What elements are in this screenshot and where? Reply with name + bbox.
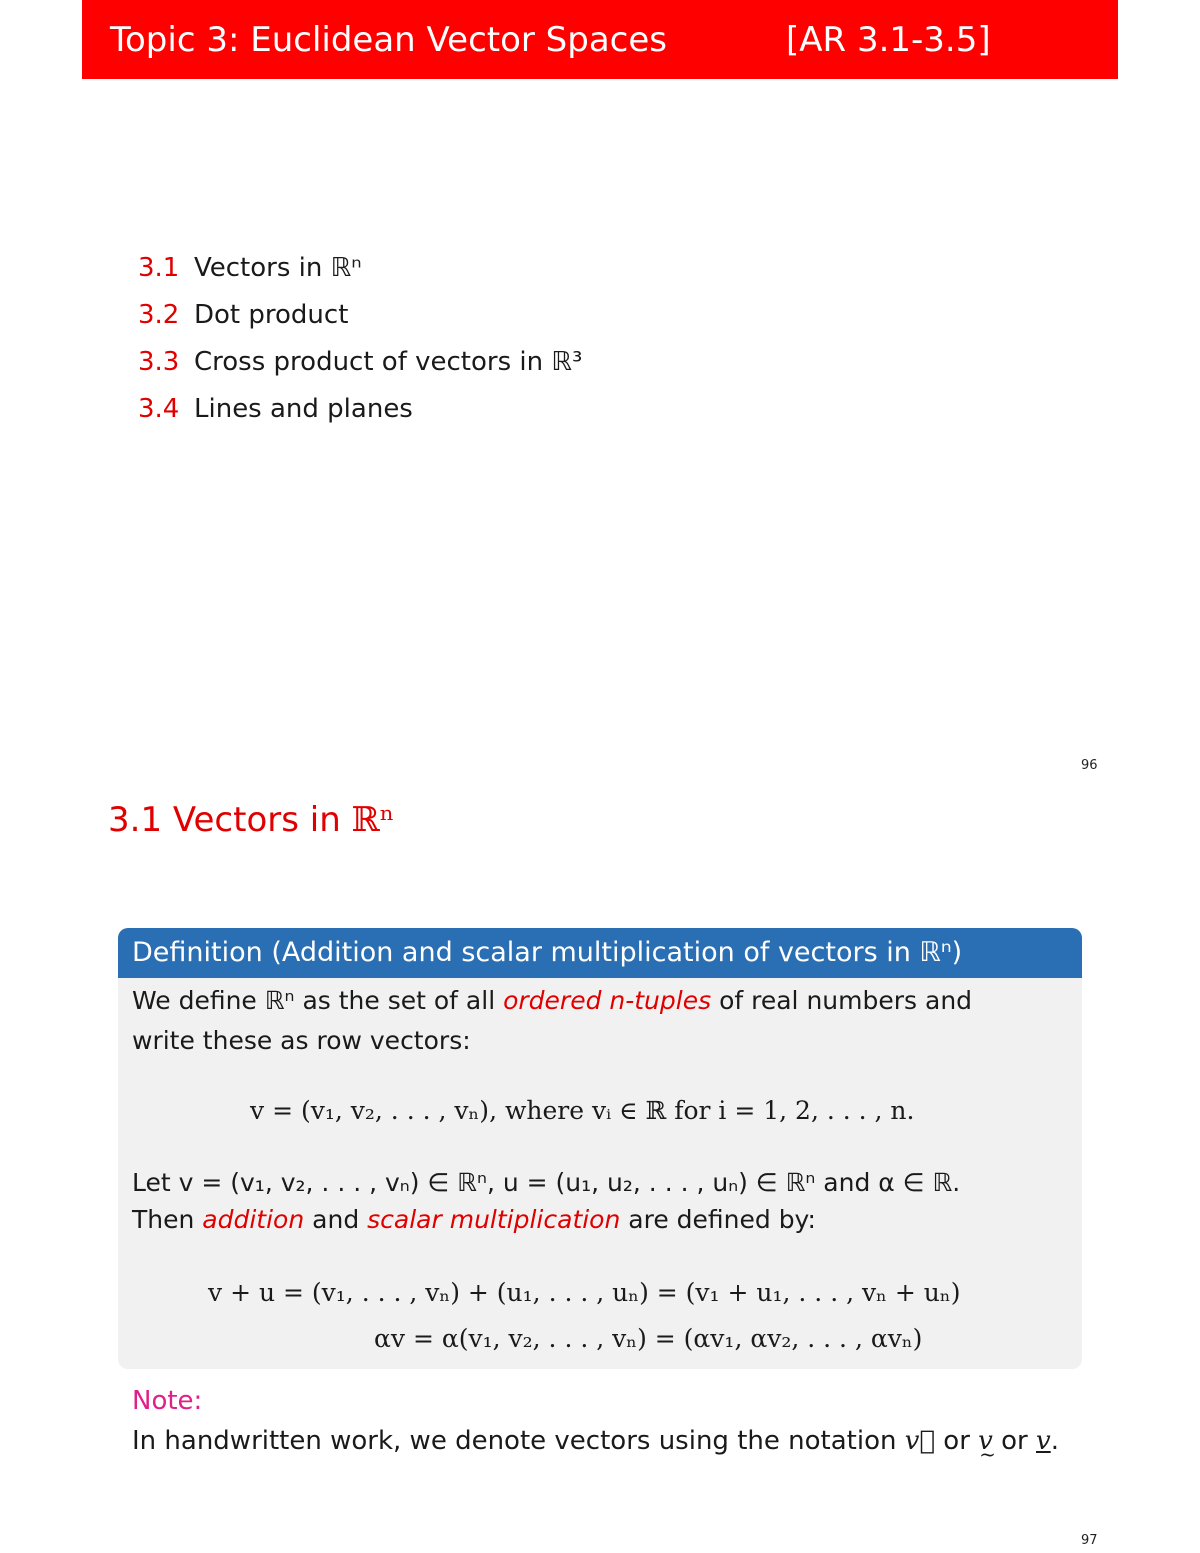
toc-item[interactable] xyxy=(138,342,582,389)
vector-tilde-notation: v ~ xyxy=(978,1426,993,1456)
toc-text: Lines and planes xyxy=(194,394,413,424)
note-text xyxy=(132,1426,1059,1456)
toc-item[interactable] xyxy=(138,389,582,436)
toc-number: 3.1 xyxy=(138,253,180,283)
definition-emphasis: ordered n-tuples xyxy=(503,986,712,1015)
toc-number: 3.3 xyxy=(138,347,180,377)
definition-text: of real numbers and xyxy=(711,986,973,1015)
toc-number: 3.2 xyxy=(138,300,180,330)
definition-emphasis: scalar multiplication xyxy=(367,1205,621,1234)
toc-text: Cross product of vectors in ℝ³ xyxy=(194,347,583,377)
slide-title: Topic 3: Euclidean Vector Spaces xyxy=(110,20,667,60)
section-title-symbol: ℝⁿ xyxy=(351,800,395,840)
note-or: or xyxy=(992,1426,1036,1456)
equation-vector-definition: v = (v₁, v₂, . . . , vₙ), where vᵢ ∈ ℝ for i = 1, 2, . . . , n. xyxy=(250,1096,915,1125)
note-label: Note: xyxy=(132,1386,203,1416)
page-number: 96 xyxy=(1081,758,1098,773)
section-title xyxy=(108,800,395,840)
definition-emphasis: addition xyxy=(202,1205,305,1234)
vector-underline-notation: v xyxy=(1036,1426,1051,1456)
definition-line-4 xyxy=(132,1205,816,1234)
toc-item[interactable] xyxy=(138,295,582,342)
page-number: 97 xyxy=(1081,1533,1098,1548)
definition-header: Definition (Addition and scalar multiplication of vectors in ℝⁿ) xyxy=(118,928,1082,978)
note-or: or xyxy=(935,1426,979,1456)
definition-text: and xyxy=(304,1205,368,1234)
note-body: In handwritten work, we denote vectors using the notation xyxy=(132,1426,905,1456)
definition-box xyxy=(118,928,1082,1369)
section-title-text: 3.1 Vectors in xyxy=(108,800,352,840)
table-of-contents xyxy=(138,248,582,436)
toc-item[interactable] xyxy=(138,248,582,295)
definition-line-3: Let v = (v₁, v₂, . . . , vₙ) ∈ ℝⁿ, u = (u₁, u₂, . . . , uₙ) ∈ ℝⁿ and α ∈ ℝ. xyxy=(132,1168,961,1197)
toc-text: Vectors in ℝⁿ xyxy=(194,253,362,283)
toc-number: 3.4 xyxy=(138,394,180,424)
toc-text: Dot product xyxy=(194,300,349,330)
equation-scalar-multiplication: αv = α(v₁, v₂, . . . , vₙ) = (αv₁, αv₂, . . . , αvₙ) xyxy=(374,1324,923,1353)
slide-reference: [AR 3.1-3.5] xyxy=(786,20,991,60)
definition-line-1 xyxy=(132,986,972,1015)
definition-text: Then xyxy=(132,1205,203,1234)
definition-text: are defined by: xyxy=(620,1205,816,1234)
equation-addition: v + u = (v₁, . . . , vₙ) + (u₁, . . . , uₙ) = (v₁ + u₁, . . . , vₙ + uₙ) xyxy=(208,1278,961,1307)
note-end: . xyxy=(1050,1426,1059,1456)
vector-arrow-notation: v⃗ xyxy=(904,1426,936,1456)
definition-text: We define ℝⁿ as the set of all xyxy=(132,986,504,1015)
title-bar xyxy=(82,0,1118,79)
definition-line-2: write these as row vectors: xyxy=(132,1026,471,1055)
